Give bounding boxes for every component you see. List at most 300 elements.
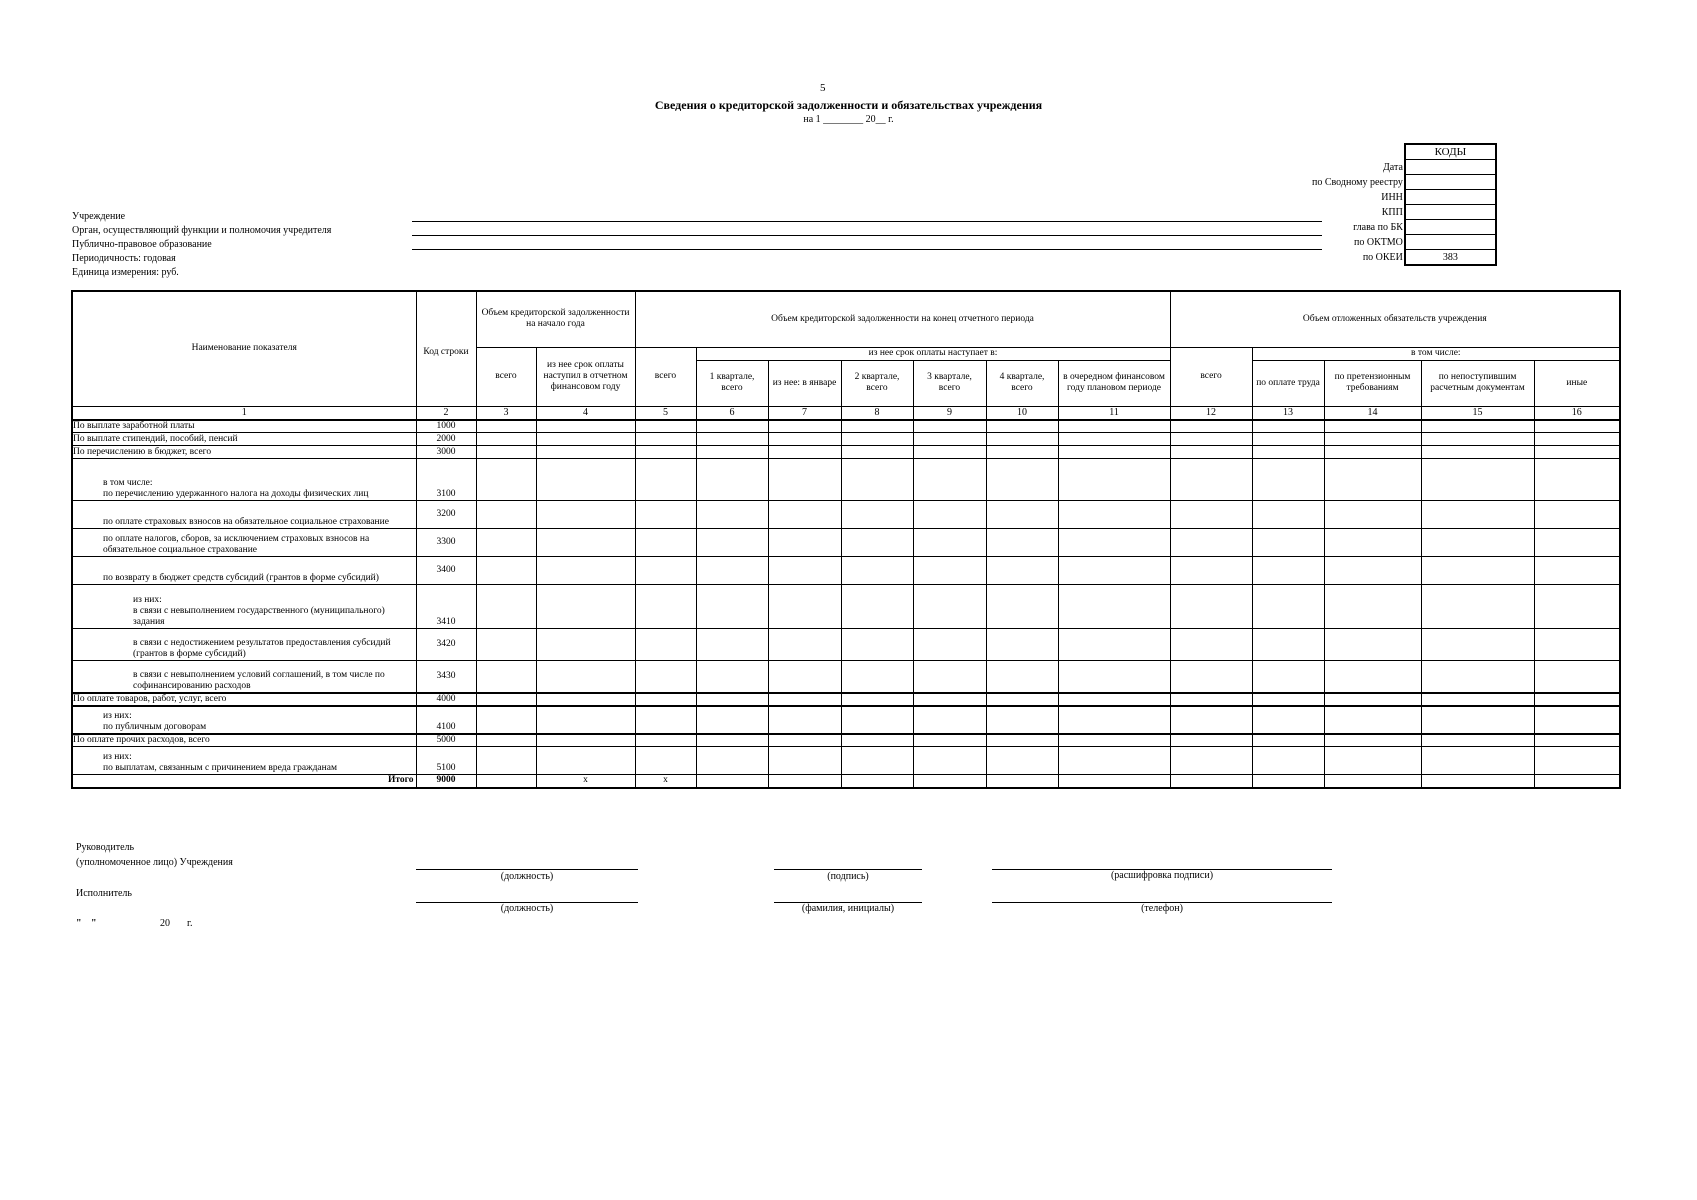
total-cell[interactable] xyxy=(1421,775,1534,788)
header-start-due: из нее срок оплаты наступил в отчетном финансовом году xyxy=(536,347,635,406)
value-cell[interactable] xyxy=(1421,585,1534,629)
column-number: 5 xyxy=(635,406,696,420)
value-cell[interactable] xyxy=(1324,529,1421,557)
value-cell[interactable] xyxy=(1252,693,1324,706)
row-name-text: По выплате стипендий, пособий, пенсий xyxy=(73,434,238,444)
total-cell[interactable] xyxy=(768,775,841,788)
value-cell[interactable] xyxy=(1252,459,1324,501)
row-line-code: 3000 xyxy=(416,446,476,459)
value-cell[interactable] xyxy=(635,501,696,529)
founder-field-line[interactable] xyxy=(412,235,1322,236)
value-cell[interactable] xyxy=(1170,446,1252,459)
value-cell[interactable] xyxy=(913,459,986,501)
column-number: 1 xyxy=(72,406,416,420)
value-cell[interactable] xyxy=(913,747,986,775)
value-cell[interactable] xyxy=(476,661,536,693)
total-cell[interactable] xyxy=(1534,775,1620,788)
value-cell[interactable] xyxy=(476,734,536,747)
value-cell[interactable] xyxy=(536,501,635,529)
value-cell[interactable] xyxy=(536,661,635,693)
value-cell[interactable] xyxy=(696,557,768,585)
date-year: 20 xyxy=(160,918,170,929)
document-title: Сведения о кредиторской задолженности и обязательствах учреждения xyxy=(654,98,1043,112)
value-cell[interactable] xyxy=(986,433,1058,446)
row-indicator-name xyxy=(72,557,416,585)
value-cell[interactable] xyxy=(635,629,696,661)
value-cell[interactable] xyxy=(536,629,635,661)
value-cell[interactable] xyxy=(1421,734,1534,747)
value-cell[interactable] xyxy=(1534,693,1620,706)
value-cell[interactable] xyxy=(536,693,635,706)
value-cell[interactable] xyxy=(696,706,768,734)
value-cell[interactable] xyxy=(1324,420,1421,433)
value-cell[interactable] xyxy=(986,747,1058,775)
value-cell[interactable] xyxy=(841,557,913,585)
value-cell[interactable] xyxy=(1058,661,1170,693)
total-cell[interactable] xyxy=(476,775,536,788)
value-cell[interactable] xyxy=(1252,585,1324,629)
value-cell[interactable] xyxy=(841,661,913,693)
value-cell[interactable] xyxy=(1252,661,1324,693)
value-cell[interactable] xyxy=(1324,446,1421,459)
value-cell[interactable] xyxy=(635,585,696,629)
value-cell[interactable] xyxy=(1170,585,1252,629)
value-cell[interactable] xyxy=(1170,706,1252,734)
value-cell[interactable] xyxy=(841,420,913,433)
row-indicator-name xyxy=(72,529,416,557)
table-row xyxy=(72,585,1620,629)
value-cell[interactable] xyxy=(1170,433,1252,446)
table-row xyxy=(72,501,1620,529)
value-cell[interactable] xyxy=(986,629,1058,661)
value-cell[interactable] xyxy=(768,693,841,706)
total-cell[interactable] xyxy=(986,775,1058,788)
value-cell[interactable] xyxy=(536,706,635,734)
value-cell[interactable] xyxy=(986,446,1058,459)
value-cell[interactable] xyxy=(476,529,536,557)
value-cell[interactable] xyxy=(635,706,696,734)
value-cell[interactable] xyxy=(841,446,913,459)
value-cell[interactable] xyxy=(476,420,536,433)
column-number: 15 xyxy=(1421,406,1534,420)
value-cell[interactable] xyxy=(1170,734,1252,747)
value-cell[interactable] xyxy=(913,420,986,433)
value-cell[interactable] xyxy=(768,557,841,585)
column-number: 12 xyxy=(1170,406,1252,420)
row-indicator-name xyxy=(72,734,416,747)
code-label-okei: по ОКЕИ xyxy=(1362,251,1403,263)
value-cell[interactable] xyxy=(1421,747,1534,775)
row-line-code: 3430 xyxy=(416,661,476,693)
value-cell[interactable] xyxy=(635,661,696,693)
value-cell[interactable] xyxy=(841,706,913,734)
head-position-line[interactable] xyxy=(416,869,638,870)
value-cell[interactable] xyxy=(986,693,1058,706)
value-cell[interactable] xyxy=(1534,747,1620,775)
value-cell[interactable] xyxy=(635,693,696,706)
table-row xyxy=(72,557,1620,585)
value-cell[interactable] xyxy=(1170,557,1252,585)
value-cell[interactable] xyxy=(768,706,841,734)
caption-signature: (подпись) xyxy=(827,871,869,882)
column-number: 13 xyxy=(1252,406,1324,420)
value-cell[interactable] xyxy=(1324,693,1421,706)
value-cell[interactable] xyxy=(476,433,536,446)
value-cell[interactable] xyxy=(696,446,768,459)
code-label-inn: ИНН xyxy=(1381,191,1403,203)
value-cell[interactable] xyxy=(696,420,768,433)
column-number: 6 xyxy=(696,406,768,420)
value-cell[interactable] xyxy=(913,706,986,734)
header-end-due: из нее срок оплаты наступает в: xyxy=(696,347,1170,360)
value-cell[interactable] xyxy=(841,501,913,529)
value-cell[interactable] xyxy=(986,706,1058,734)
row-indicator-name xyxy=(72,420,416,433)
value-cell[interactable] xyxy=(696,529,768,557)
table-row xyxy=(72,734,1620,747)
value-cell[interactable] xyxy=(696,747,768,775)
value-cell[interactable] xyxy=(1324,557,1421,585)
meta-entity: Публично-правовое образование xyxy=(72,239,212,250)
value-cell[interactable] xyxy=(1534,734,1620,747)
column-number: 9 xyxy=(913,406,986,420)
value-cell[interactable] xyxy=(841,734,913,747)
value-cell[interactable] xyxy=(1324,734,1421,747)
value-cell[interactable] xyxy=(476,557,536,585)
total-cell[interactable] xyxy=(841,775,913,788)
table-row xyxy=(72,693,1620,706)
value-cell[interactable] xyxy=(986,585,1058,629)
row-line-code: 3300 xyxy=(416,529,476,557)
value-cell[interactable] xyxy=(1421,529,1534,557)
value-cell[interactable] xyxy=(536,459,635,501)
header-q1: 1 квартале, всего xyxy=(696,360,768,406)
value-cell[interactable] xyxy=(1534,420,1620,433)
column-number: 3 xyxy=(476,406,536,420)
value-cell[interactable] xyxy=(1170,629,1252,661)
value-cell[interactable] xyxy=(536,585,635,629)
value-cell[interactable] xyxy=(986,661,1058,693)
value-cell[interactable] xyxy=(1534,661,1620,693)
value-cell[interactable] xyxy=(1058,585,1170,629)
row-name-text: по оплате страховых взносов на обязательное социальное страхование xyxy=(103,517,389,527)
value-cell[interactable] xyxy=(841,747,913,775)
row-name-text: По оплате прочих расходов, всего xyxy=(73,735,210,745)
value-cell[interactable] xyxy=(1324,501,1421,529)
date-suffix: г. xyxy=(187,918,193,929)
row-line-code: 3410 xyxy=(416,585,476,629)
value-cell[interactable] xyxy=(1252,529,1324,557)
value-cell[interactable] xyxy=(1170,529,1252,557)
value-cell[interactable] xyxy=(635,529,696,557)
value-cell[interactable] xyxy=(635,557,696,585)
value-cell[interactable] xyxy=(1534,501,1620,529)
header-q4: 4 квартале, всего xyxy=(986,360,1058,406)
value-cell[interactable] xyxy=(1421,557,1534,585)
value-cell[interactable] xyxy=(768,420,841,433)
value-cell[interactable] xyxy=(1324,433,1421,446)
value-cell[interactable] xyxy=(1170,661,1252,693)
value-cell[interactable] xyxy=(476,629,536,661)
code-value-bk[interactable] xyxy=(1405,220,1496,235)
row-name-text: по оплате налогов, сборов, за исключением страховых взносов на обязательное социальное страхование xyxy=(103,534,370,555)
value-cell[interactable] xyxy=(1534,459,1620,501)
header-q2: 2 квартале, всего xyxy=(841,360,913,406)
value-cell[interactable] xyxy=(913,446,986,459)
row-indicator-name xyxy=(72,747,416,775)
value-cell[interactable] xyxy=(536,529,635,557)
value-cell[interactable] xyxy=(1324,629,1421,661)
total-cell[interactable] xyxy=(1324,775,1421,788)
table-row xyxy=(72,529,1620,557)
row-name-text: По оплате товаров, работ, услуг, всего xyxy=(73,693,227,704)
value-cell[interactable] xyxy=(1252,734,1324,747)
value-cell[interactable] xyxy=(1324,747,1421,775)
value-cell[interactable] xyxy=(1170,693,1252,706)
value-cell[interactable] xyxy=(913,661,986,693)
total-cell-x: x xyxy=(635,775,696,788)
row-line-code: 4100 xyxy=(416,706,476,734)
value-cell[interactable] xyxy=(635,446,696,459)
row-line-code: 4000 xyxy=(416,693,476,706)
value-cell[interactable] xyxy=(476,585,536,629)
total-code: 9000 xyxy=(416,775,476,788)
head-signature-line[interactable] xyxy=(774,869,922,870)
value-cell[interactable] xyxy=(696,433,768,446)
value-cell[interactable] xyxy=(536,433,635,446)
value-cell[interactable] xyxy=(1058,557,1170,585)
value-cell[interactable] xyxy=(913,557,986,585)
value-cell[interactable] xyxy=(841,529,913,557)
row-prefix-label: в том числе: xyxy=(103,478,153,488)
value-cell[interactable] xyxy=(986,420,1058,433)
value-cell[interactable] xyxy=(1058,693,1170,706)
value-cell[interactable] xyxy=(1058,459,1170,501)
value-cell[interactable] xyxy=(986,459,1058,501)
value-cell[interactable] xyxy=(913,629,986,661)
value-cell[interactable] xyxy=(768,661,841,693)
code-value-oktmo[interactable] xyxy=(1405,235,1496,250)
value-cell[interactable] xyxy=(476,693,536,706)
page-number: 5 xyxy=(820,82,826,94)
value-cell[interactable] xyxy=(1058,706,1170,734)
value-cell[interactable] xyxy=(768,629,841,661)
table-row xyxy=(72,459,1620,501)
caption-decoding: (расшифровка подписи) xyxy=(1110,870,1214,881)
value-cell[interactable] xyxy=(1421,693,1534,706)
value-cell[interactable] xyxy=(841,433,913,446)
value-cell[interactable] xyxy=(768,501,841,529)
value-cell[interactable] xyxy=(1421,433,1534,446)
header-q3: 3 квартале, всего xyxy=(913,360,986,406)
value-cell[interactable] xyxy=(1058,433,1170,446)
meta-unit: Единица измерения: руб. xyxy=(72,267,179,278)
value-cell[interactable] xyxy=(536,420,635,433)
code-value-date[interactable] xyxy=(1405,160,1496,175)
row-line-code: 5100 xyxy=(416,747,476,775)
value-cell[interactable] xyxy=(841,459,913,501)
value-cell[interactable] xyxy=(1058,629,1170,661)
header-indicator-name: Наименование показателя xyxy=(72,291,416,406)
value-cell[interactable] xyxy=(768,459,841,501)
row-indicator-name xyxy=(72,629,416,661)
value-cell[interactable] xyxy=(696,734,768,747)
value-cell[interactable] xyxy=(635,459,696,501)
value-cell[interactable] xyxy=(635,420,696,433)
value-cell[interactable] xyxy=(1324,585,1421,629)
value-cell[interactable] xyxy=(476,501,536,529)
value-cell[interactable] xyxy=(1252,706,1324,734)
value-cell[interactable] xyxy=(696,585,768,629)
header-other: иные xyxy=(1534,360,1620,406)
value-cell[interactable] xyxy=(1058,420,1170,433)
value-cell[interactable] xyxy=(768,747,841,775)
value-cell[interactable] xyxy=(913,501,986,529)
value-cell[interactable] xyxy=(1324,661,1421,693)
value-cell[interactable] xyxy=(986,734,1058,747)
value-cell[interactable] xyxy=(476,706,536,734)
value-cell[interactable] xyxy=(536,446,635,459)
code-value-inn[interactable] xyxy=(1405,190,1496,205)
value-cell[interactable] xyxy=(1058,734,1170,747)
value-cell[interactable] xyxy=(1534,706,1620,734)
value-cell[interactable] xyxy=(1058,747,1170,775)
row-name-text: по возврату в бюджет средств субсидий (грантов в форме субсидий) xyxy=(103,573,379,583)
value-cell[interactable] xyxy=(1252,446,1324,459)
value-cell[interactable] xyxy=(635,747,696,775)
value-cell[interactable] xyxy=(536,734,635,747)
total-cell[interactable] xyxy=(696,775,768,788)
value-cell[interactable] xyxy=(476,446,536,459)
row-prefix-label: из них: xyxy=(103,710,132,721)
value-cell[interactable] xyxy=(696,501,768,529)
value-cell[interactable] xyxy=(1421,420,1534,433)
total-cell[interactable] xyxy=(1170,775,1252,788)
value-cell[interactable] xyxy=(1534,557,1620,585)
value-cell[interactable] xyxy=(1324,459,1421,501)
value-cell[interactable] xyxy=(1534,433,1620,446)
value-cell[interactable] xyxy=(1421,629,1534,661)
code-value-registry[interactable] xyxy=(1405,175,1496,190)
row-indicator-name xyxy=(72,459,416,501)
value-cell[interactable] xyxy=(768,585,841,629)
header-start-total: всего xyxy=(476,347,536,406)
row-indicator-name xyxy=(72,501,416,529)
value-cell[interactable] xyxy=(913,433,986,446)
value-cell[interactable] xyxy=(1534,629,1620,661)
value-cell[interactable] xyxy=(1058,529,1170,557)
value-cell[interactable] xyxy=(696,459,768,501)
value-cell[interactable] xyxy=(1534,585,1620,629)
code-label-registry: по Сводному реестру xyxy=(1312,176,1403,188)
value-cell[interactable] xyxy=(1252,433,1324,446)
institution-field-line[interactable] xyxy=(412,221,1322,222)
value-cell[interactable] xyxy=(913,529,986,557)
value-cell[interactable] xyxy=(1170,747,1252,775)
value-cell[interactable] xyxy=(1170,459,1252,501)
value-cell[interactable] xyxy=(1252,420,1324,433)
value-cell[interactable] xyxy=(768,446,841,459)
date-quote-open: " xyxy=(76,918,82,929)
value-cell[interactable] xyxy=(476,747,536,775)
row-name-text: по публичным договорам xyxy=(103,721,207,732)
value-cell[interactable] xyxy=(696,661,768,693)
total-cell[interactable] xyxy=(1058,775,1170,788)
value-cell[interactable] xyxy=(635,734,696,747)
value-cell[interactable] xyxy=(986,529,1058,557)
value-cell[interactable] xyxy=(768,529,841,557)
value-cell[interactable] xyxy=(841,585,913,629)
value-cell[interactable] xyxy=(913,734,986,747)
value-cell[interactable] xyxy=(1170,501,1252,529)
value-cell[interactable] xyxy=(913,693,986,706)
value-cell[interactable] xyxy=(696,693,768,706)
table-row xyxy=(72,446,1620,459)
value-cell[interactable] xyxy=(536,557,635,585)
value-cell[interactable] xyxy=(986,501,1058,529)
value-cell[interactable] xyxy=(913,585,986,629)
row-line-code: 5000 xyxy=(416,734,476,747)
value-cell[interactable] xyxy=(768,734,841,747)
row-name-text: По перечислению в бюджет, всего xyxy=(73,447,212,457)
value-cell[interactable] xyxy=(841,693,913,706)
value-cell[interactable] xyxy=(536,747,635,775)
table-row xyxy=(72,706,1620,734)
value-cell[interactable] xyxy=(1058,446,1170,459)
value-cell[interactable] xyxy=(1170,420,1252,433)
total-cell[interactable] xyxy=(1252,775,1324,788)
value-cell[interactable] xyxy=(1421,446,1534,459)
value-cell[interactable] xyxy=(476,459,536,501)
value-cell[interactable] xyxy=(1252,629,1324,661)
value-cell[interactable] xyxy=(1421,501,1534,529)
caption-name: (фамилия, инициалы) xyxy=(801,903,895,914)
row-line-code: 3400 xyxy=(416,557,476,585)
value-cell[interactable] xyxy=(841,629,913,661)
entity-field-line[interactable] xyxy=(412,249,1322,250)
header-labor: по оплате труда xyxy=(1252,360,1324,406)
value-cell[interactable] xyxy=(1252,557,1324,585)
table-body xyxy=(72,420,1620,775)
value-cell[interactable] xyxy=(768,433,841,446)
value-cell[interactable] xyxy=(1252,747,1324,775)
code-value-okei[interactable]: 383 xyxy=(1405,250,1496,266)
value-cell[interactable] xyxy=(1324,706,1421,734)
table-row xyxy=(72,629,1620,661)
value-cell[interactable] xyxy=(1252,501,1324,529)
table-row xyxy=(72,747,1620,775)
head-sublabel: (уполномоченное лицо) Учреждения xyxy=(76,857,233,868)
column-numbers-row xyxy=(72,406,1620,420)
row-line-code: 3420 xyxy=(416,629,476,661)
value-cell[interactable] xyxy=(696,629,768,661)
code-label-oktmo: по ОКТМО xyxy=(1354,236,1403,248)
value-cell[interactable] xyxy=(1534,446,1620,459)
value-cell[interactable] xyxy=(1058,501,1170,529)
table-row xyxy=(72,661,1620,693)
header-deferred-total: всего xyxy=(1170,347,1252,406)
code-value-kpp[interactable] xyxy=(1405,205,1496,220)
value-cell[interactable] xyxy=(1421,459,1534,501)
value-cell[interactable] xyxy=(1534,529,1620,557)
column-number: 14 xyxy=(1324,406,1421,420)
value-cell[interactable] xyxy=(1421,706,1534,734)
value-cell[interactable] xyxy=(1421,661,1534,693)
value-cell[interactable] xyxy=(635,433,696,446)
value-cell[interactable] xyxy=(986,557,1058,585)
total-cell[interactable] xyxy=(913,775,986,788)
header-start-of-year: Объем кредиторской задолженности на начало года xyxy=(476,291,635,347)
